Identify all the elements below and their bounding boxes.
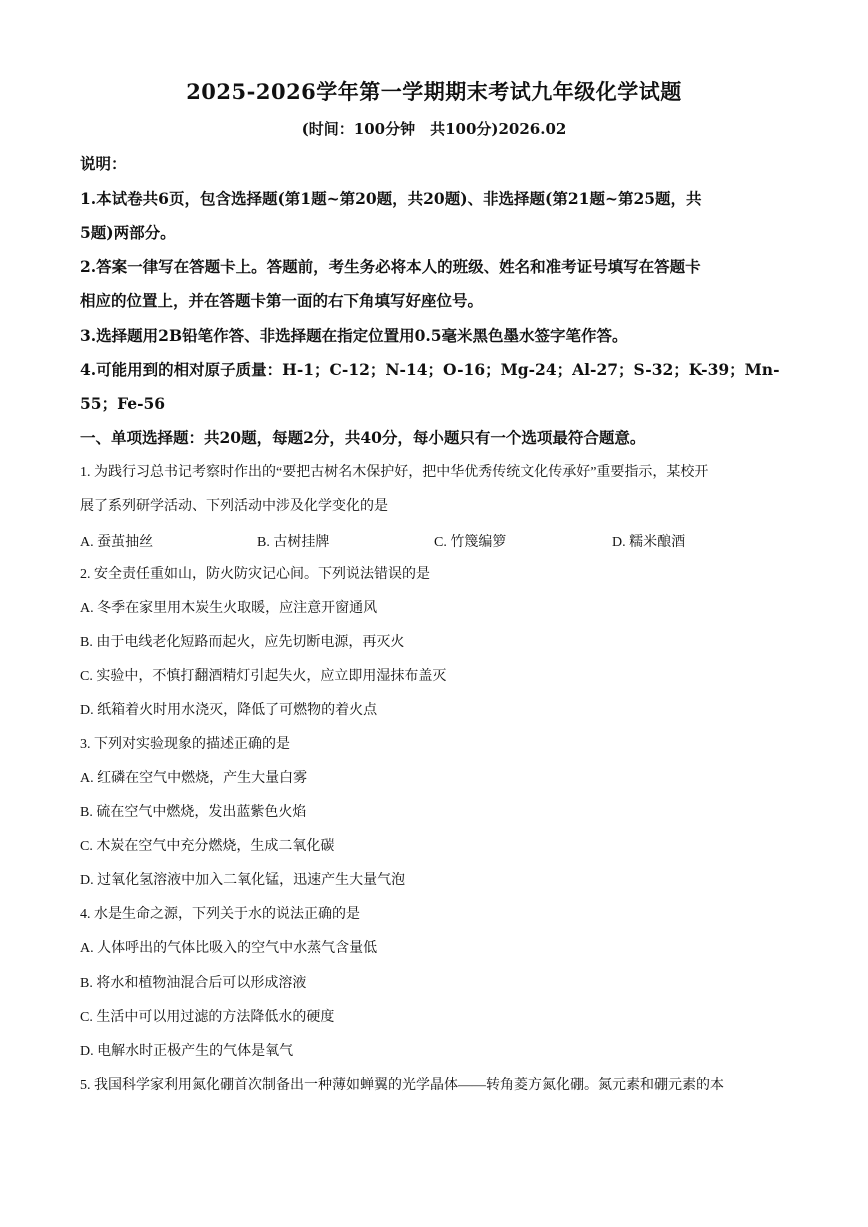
question-4-stem: 4. 水是生命之源，下列关于水的说法正确的是 <box>80 907 360 922</box>
question-3-option-c: C. 木炭在空气中充分燃烧，生成二氧化碳 <box>80 839 335 854</box>
question-1-option-b: B. 古树挂牌 <box>257 535 330 550</box>
question-2-stem: 2. 安全责任重如山，防火防灾记心间。下列说法错误的是 <box>80 567 430 582</box>
question-3-option-b: B. 硫在空气中燃烧，发出蓝紫色火焰 <box>80 805 307 820</box>
question-3-option-d: D. 过氧化氢溶液中加入二氧化锰，迅速产生大量气泡 <box>80 873 406 888</box>
instruction-2-cont: 相应的位置上，并在答题卡第一面的右下角填写好座位号。 <box>80 291 484 310</box>
question-4-option-c: C. 生活中可以用过滤的方法降低水的硬度 <box>80 1010 335 1025</box>
question-1-stem-cont: 展了系列研学活动、下列活动中涉及化学变化的是 <box>80 499 388 514</box>
instruction-1: 1.本试卷共6页，包含选择题(第1题~第20题，共20题)、非选择题(第21题~第25题，共 <box>80 189 702 208</box>
instruction-4-cont: 55；Fe-56 <box>80 394 166 413</box>
instruction-4: 4.可能用到的相对原子质量：H-1；C-12；N-14；O-16；Mg-24；Al-27；S-32；K-39；Mn- <box>80 360 780 379</box>
question-2-option-d: D. 纸箱着火时用水浇灭，降低了可燃物的着火点 <box>80 703 378 718</box>
question-4-option-b: B. 将水和植物油混合后可以形成溶液 <box>80 976 307 991</box>
question-2-option-a: A. 冬季在家里用木炭生火取暖，应注意开窗通风 <box>80 601 378 616</box>
question-4-option-d: D. 电解水时正极产生的气体是氧气 <box>80 1044 294 1059</box>
question-1-option-c: C. 竹篾编箩 <box>434 535 507 550</box>
question-1-stem: 1. 为践行习总书记考察时作出的“要把古树名木保护好，把中华优秀传统文化传承好”重要指示，某校开 <box>80 465 709 480</box>
question-1-option-d: D. 糯米酿酒 <box>612 535 686 550</box>
instruction-2: 2.答案一律写在答题卡上。答题前，考生务必将本人的班级、姓名和准考证号填写在答题卡 <box>80 257 701 276</box>
page-title: 2025-2026学年第一学期期末考试九年级化学试题 <box>186 79 682 104</box>
instruction-1-cont: 5题)两部分。 <box>80 223 176 242</box>
question-2-option-b: B. 由于电线老化短路而起火，应先切断电源，再灭火 <box>80 635 405 650</box>
exam-time-info: (时间：100分钟 共100分)2026.02 <box>301 120 567 138</box>
question-3-option-a: A. 红磷在空气中燃烧，产生大量白雾 <box>80 771 308 786</box>
question-5-stem: 5. 我国科学家利用氮化硼首次制备出一种薄如蝉翼的光学晶体——转角菱方氮化硼。氮元素和硼元素的本 <box>80 1078 724 1093</box>
question-3-stem: 3. 下列对实验现象的描述正确的是 <box>80 737 290 752</box>
question-1-option-a: A. 蚕茧抽丝 <box>80 535 154 550</box>
instructions-heading: 说明： <box>80 154 127 173</box>
question-2-option-c: C. 实验中，不慎打翻酒精灯引起失火，应立即用湿抹布盖灭 <box>80 669 447 684</box>
question-4-option-a: A. 人体呼出的气体比吸入的空气中水蒸气含量低 <box>80 941 378 956</box>
section-heading: 一、单项选择题：共20题，每题2分，共40分，每小题只有一个选项最符合题意。 <box>80 428 646 447</box>
instruction-3: 3.选择题用2B铅笔作答、非选择题在指定位置用0.5毫米黑色墨水签字笔作答。 <box>80 326 628 345</box>
